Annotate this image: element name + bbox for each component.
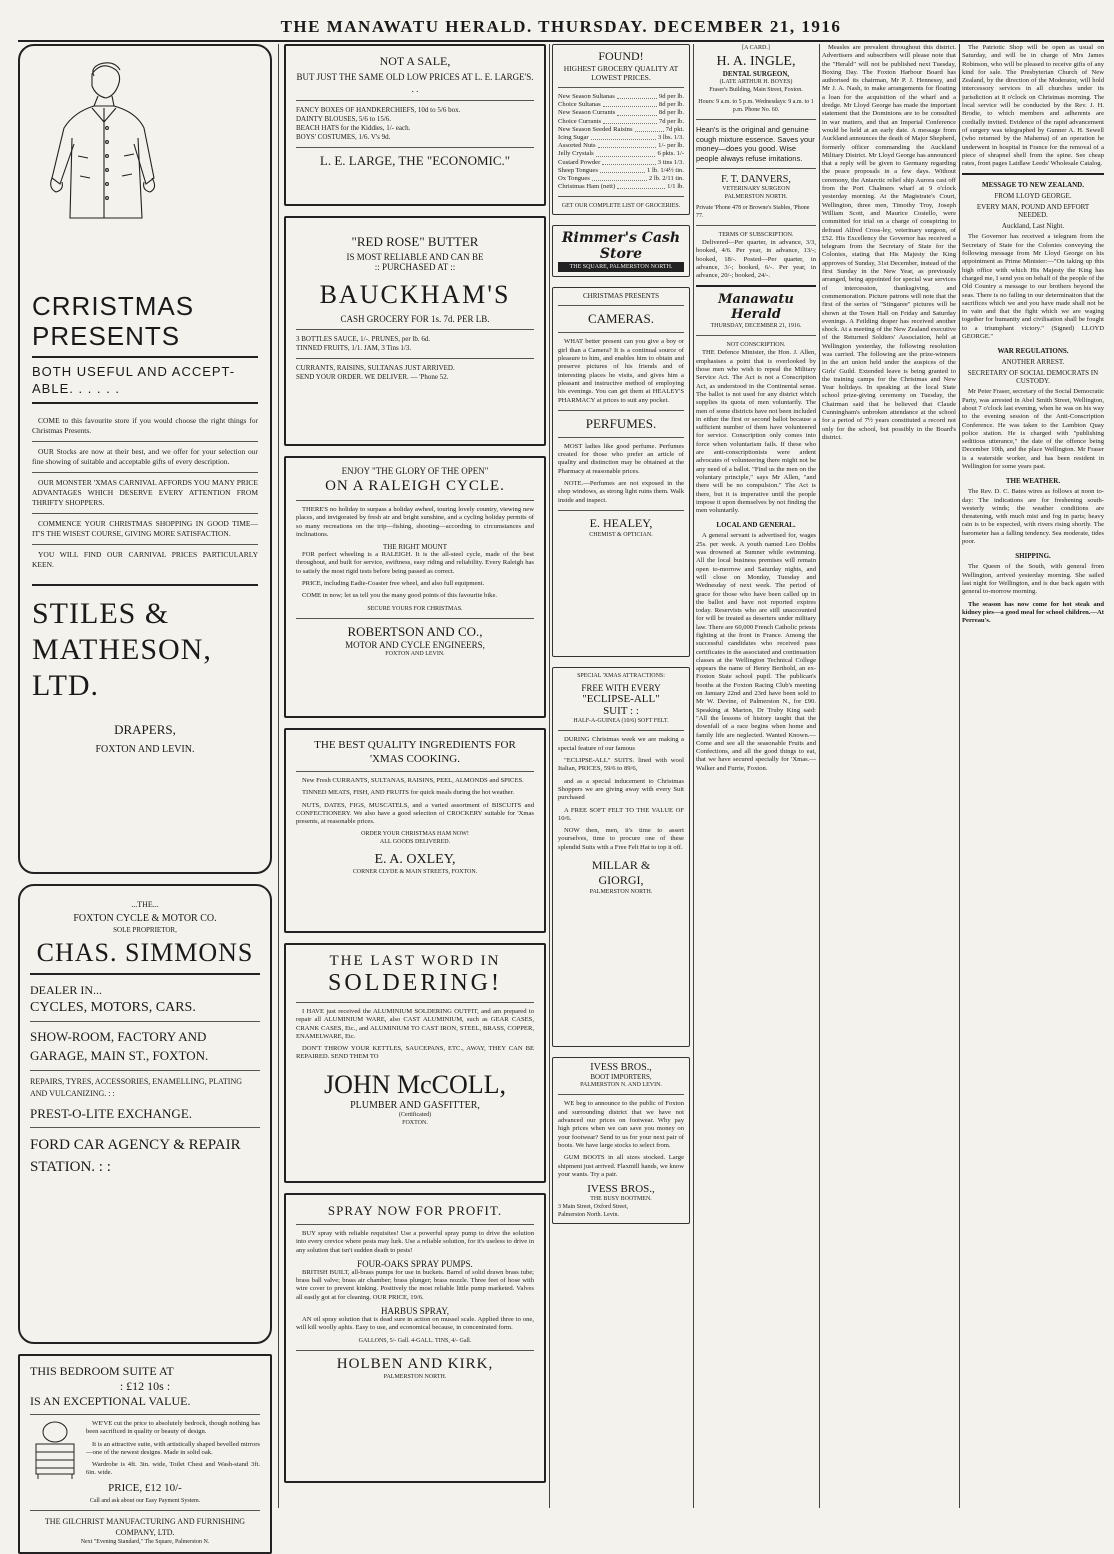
bedroom-paragraph: Wardrobe is 4ft. 3in. wide, Toilet Chest and Wash-stand 3ft. 6in. wide. xyxy=(86,1461,260,1477)
bedroom-value-head: IS AN EXCEPTIONAL VALUE. xyxy=(30,1394,191,1408)
robertson-place: FOXTON AND LEVIN. xyxy=(385,650,445,657)
raleigh-ad xyxy=(284,456,546,718)
item-price: 7d per lb. xyxy=(658,117,684,125)
item-name: New Season Seeded Raisins xyxy=(558,125,633,133)
bauckham-ad xyxy=(284,216,546,446)
mccoll-title: THE LAST WORD IN xyxy=(329,953,501,969)
article-subheading: SECRETARY OF SOCIAL DEMOCRATS IN CUSTODY. xyxy=(967,369,1099,386)
item-price: 8d per lb. xyxy=(658,101,684,109)
oxley-paragraph: NUTS, DATES, FIGS, MUSCATELS, and a varied assortment of BISCUITS and CONFECTIONERY. We also have a good selection of CROCKERY suitable for 'Xmas presents, at reasonable prices. xyxy=(296,801,534,826)
spray-paragraph: BRITISH BUILT, all-brass pumps for use in buckets. Barrel of solid drawn brass tube; brass ball valve; brass air chamber; brass plunger; brass nozzle. Three feet of hose with wire cover to prevent kinking. Positively the most reliable little pump marketed. Valves all easily got at for cleaning. OUR PRICE, 19/6. xyxy=(296,1268,534,1301)
found-foot: GET OUR COMPLETE LIST OF GROCERIES. xyxy=(561,203,681,210)
article-body: A general servant is advertised for, wages 25s. per week. A youth named Leo Dobbs was drowned at Sumner while swimming. All the local business premises will remain open to-morrow and Saturday nights, and will close on Monday, Tuesday and Wednesday of next week. The period of grace for those who have been called up in the ballot and have not reported expires today. Reservists who are still unaccounted for will be treated as deserters under military law. There are 60,000 French Catholic priests fighting at the front in France. Among the successful candidates who received pass certificates in the associated and continuation classes at the Wellington Technical College appears the name of Henry Berthold, an ex-Foxton State school pupil. The publican's booths at the Foxton Racing Club's meeting on January 22nd and 23rd have been sold to Mr W. Devine, of Palmerston N., for £90. Speaking at Marton, Dr Truby King said: "All the lessons of history taught that the downfall of a race begins when home and family life are neglected. Wanted Known.—Come and see all the seasonable Fruits and Confections, and all the good things to eat, that we have secured specially for 'Xmas.—Walker and Furrie, Foxton. xyxy=(696,532,816,772)
raleigh-secure: SECURE YOURS FOR CHRISTMAS. xyxy=(367,605,463,612)
leader-dots xyxy=(600,167,645,173)
item-name: Icing Sugar xyxy=(558,134,589,142)
bauckham-line: CURRANTS, RAISINS, SULTANAS JUST ARRIVED. xyxy=(296,364,455,372)
woman-illustration xyxy=(32,56,172,246)
payment-note: Call and ask about our Easy Payment System. xyxy=(89,1497,201,1504)
xmas-paragraph: YOU WILL FIND OUR CARNIVAL PRICES PARTICULARLY KEEN. xyxy=(32,550,258,569)
price-row xyxy=(558,175,684,183)
bedroom-head: THIS BEDROOM SUITE AT xyxy=(30,1364,174,1378)
millar-eclipse: "ECLIPSE-ALL" xyxy=(582,693,660,706)
item-name: Custard Powder xyxy=(558,158,601,166)
bedroom-price-head: : £12 10s : xyxy=(119,1379,171,1393)
oxley-paragraph: TINNED MEATS, FISH, AND FRUITS for quick meals during the hot weather. xyxy=(302,789,515,797)
bauckham-line: TINNED FRUITS, 1/1. JAM, 3 Tins 1/3. xyxy=(296,344,412,352)
leader-dots xyxy=(617,183,665,189)
price-row xyxy=(558,134,684,142)
rimmer-ad xyxy=(552,225,690,277)
bauckham-sub: CASH GROCERY FOR 1s. 7d. PER LB. xyxy=(340,314,490,324)
article-heading: LOCAL AND GENERAL. xyxy=(716,521,796,530)
ford-agency-text: FORD CAR AGENCY & REPAIR STATION. : : xyxy=(30,1137,241,1175)
ivess-busy: THE BUSY BOOTMEN. xyxy=(590,1196,652,1203)
item-name: Choice Sultanas xyxy=(558,101,601,109)
paper-title: Manawatu Herald xyxy=(718,292,794,323)
mccoll-title-2: SOLDERING! xyxy=(328,970,502,996)
article-dateline: Auckland, Last Night. xyxy=(1001,222,1065,231)
vet-place: PALMERSTON NORTH. xyxy=(724,194,788,200)
oxley-name: E. A. OXLEY, xyxy=(374,852,456,868)
ingle-address: Fraser's Building, Main Street, Foxton. xyxy=(709,87,803,93)
xmas-title-2: PRESENTS xyxy=(32,321,181,351)
item-name: Christmas Ham (nett) xyxy=(558,183,616,191)
company-name: FOXTON CYCLE & MOTOR CO. xyxy=(73,913,217,924)
column-rule xyxy=(819,44,820,1508)
terms-paragraph: Delivered—Per quarter, in advance, 3/3, booked, 4/6. Per year, in advance, 13/-; booked, 18/-. Posted—Per quarter, in advance, 3/-; booked, 6/-. Per year, in advance, 20/-; booked, 24/-. xyxy=(696,239,816,280)
leader-dots xyxy=(635,126,664,132)
millar-paragraph: DURING Christmas week we are making a special feature of our famous xyxy=(558,736,684,752)
spray-pumps: FOUR-OAKS SPRAY PUMPS. xyxy=(357,1258,473,1269)
bauckham-line: SEND YOUR ORDER. WE DELIVER. — 'Phone 52. xyxy=(296,373,449,381)
item-price: 3 lbs. 1/3. xyxy=(657,134,684,142)
raleigh-title: ENJOY "THE GLORY OF THE OPEN" xyxy=(341,466,489,476)
vet-phone: Private 'Phone 478 or Browne's Stables, 'Phone 77. xyxy=(696,205,810,219)
holben-place: PALMERSTON NORTH. xyxy=(383,1373,447,1380)
column-rule xyxy=(693,44,694,1508)
robertson-name: ROBERTSON AND CO., xyxy=(347,623,483,639)
ivess-name: IVESS BROS., xyxy=(587,1183,655,1196)
article-heading: THE WEATHER. xyxy=(1005,477,1061,486)
dresser-illustration xyxy=(30,1420,80,1480)
column-4 xyxy=(696,44,816,1508)
item-price: 6 pkts. 1/- xyxy=(657,150,684,158)
column-3 xyxy=(552,44,690,1508)
place-label: FOXTON AND LEVIN. xyxy=(95,744,195,755)
mccoll-place: FOXTON. xyxy=(402,1119,428,1126)
article-heading: MESSAGE TO NEW ZEALAND. xyxy=(982,181,1084,190)
column-2 xyxy=(284,44,546,1508)
xmas-paragraph: OUR MONSTER 'XMAS CARNIVAL AFFORDS YOU MANY PRICE ADVANTAGES WHICH DESERVE EVERY ATTENTION FROM THRIFTY SHOPPERS. xyxy=(32,478,258,507)
hean-ad: Hean's is the original and genuine cough mixture essence. Saves your money—does you good. Wise people always refuse imitations. xyxy=(696,125,815,163)
ivess-sub: BOOT IMPORTERS, xyxy=(590,1073,652,1082)
oxley-order: ORDER YOUR CHRISTMAS HAM NOW! xyxy=(361,831,469,838)
millar-giorgi-ad xyxy=(552,667,690,1047)
bedroom-paragraph: WE'VE cut the price to absolutely bedrock, though nothing has been sacrificed in quality or beauty of design. xyxy=(86,1420,260,1436)
item-price: 3 tins 1/3. xyxy=(657,158,684,166)
spray-paragraph: AN oil spray solution that is dead sure in action on mussel scale. Applied three to one, will kill woolly aphis. Easy to use, and economical because, in concentrated form. xyxy=(296,1316,534,1332)
healey-title: CHRISTMAS PRESENTS xyxy=(582,292,660,301)
late-label: (LATE ARTHUR H. BOYES) xyxy=(719,79,793,85)
spray-gallons: GALLONS, 5/- Gall. 4-GALL. TINS, 4/- Gall. xyxy=(358,1337,472,1344)
dealer-lines: CYCLES, MOTORS, CARS. xyxy=(30,1000,196,1015)
article-body: Mr Peter Fraser, secretary of the Social Democratic Party, was arrested in Abel Smith Street, Wellington, about 7 o'clock last evening, when he was on his way to the evening session of the Anti-Conscription Conference. He was taken to the Lambton Quay police station. He is charged with "publishing seditious utterance," the date of the offence being December 10th, and the place Wellington. Mr Fraser is a waterside worker, and has been resident in Wellington for some years past. xyxy=(962,388,1104,470)
millar-name: MILLAR & xyxy=(591,858,651,872)
leader-dots xyxy=(591,134,656,140)
mccoll-name: JOHN McCOLL, xyxy=(324,1069,506,1099)
holben-kirk-ad xyxy=(284,1193,546,1483)
large-line: FANCY BOXES OF HANDKERCHIEFS, 10d to 5/6 box. xyxy=(296,106,461,114)
item-price: 1 lb. 1/4½ tin. xyxy=(647,166,684,174)
leader-dots xyxy=(592,175,647,181)
bauckham-name: BAUCKHAM'S xyxy=(319,280,511,309)
millar-paragraph: "ECLIPSE-ALL" SUITS. lined with wool Italian, PRICES, 59/6 to 89/6, xyxy=(558,757,684,773)
large-ad xyxy=(284,44,546,206)
healey-ad xyxy=(552,287,690,657)
spray-title: SPRAY NOW FOR PROFIT. xyxy=(327,1203,503,1218)
large-line: BOYS' COSTUMES, 1/6. V's 9d. xyxy=(296,133,391,141)
rimmer-logo: Rimmer's Cash Store xyxy=(561,230,681,263)
price-row xyxy=(558,109,684,117)
millar-suit: SUIT : : xyxy=(603,705,639,718)
raleigh-paragraph: FOR perfect wheeling is a RALEIGH. It is the all-steel cycle, made of the best throughout, and built for service, swiftness, easy riding and reliability. Every Raleigh has to satisfy the most rigid tests before being passed as correct. xyxy=(296,551,534,575)
millar-free: FREE WITH EVERY xyxy=(581,683,661,694)
ivess-address-2: Palmerston North. Levin. xyxy=(558,1212,619,1219)
price-row xyxy=(558,159,684,167)
column-6 xyxy=(962,44,1104,1508)
repairs-text: REPAIRS, TYRES, ACCESSORIES, ENAMELLING, PLATING AND VULCANIZING. : : xyxy=(30,1077,243,1098)
large-subtitle: BUT JUST THE SAME OLD LOW PRICES AT L. E. LARGE'S. . . xyxy=(296,72,534,94)
item-price: 9d per lb. xyxy=(658,93,684,100)
large-signature: L. E. LARGE, THE "ECONOMIC." xyxy=(319,153,511,168)
firm-name-2: MATHESON, LTD. xyxy=(32,633,212,702)
butter-sub-2: :: PURCHASED AT :: xyxy=(374,262,456,272)
cycle-motor-ad xyxy=(18,884,272,1344)
millar-paragraph: NOW then, men, it's time to assert yourselves, time to procure one of these splendid Suits with a Free Felt Hat to top it off. xyxy=(558,827,684,851)
oxley-ad xyxy=(284,728,546,933)
cameras-heading: CAMERAS. xyxy=(587,311,655,327)
item-price: 7d pkt. xyxy=(665,125,684,133)
paper-date: THURSDAY, DECEMBER 21, 1916. xyxy=(710,323,802,330)
ivess-ad xyxy=(552,1057,690,1224)
item-name: Sheep Tongues xyxy=(558,166,598,174)
article-body: The Governor has received a telegram from the Secretary of State for the Colonies conveying the following message from Mr Lloyd George on his appointment as Prime Minister:—"On taking up this high office with which His Majesty the King has charged me, I send you on behalf of the people of the Old Country a message to our brothers beyond the seas. There is no failing in our determination that the sacrifices which we and you have made shall not be in vain and that the fight which we are waging together for humanity and civilisation shall be fought to a triumphant victory." (Signed) LLOYD GEORGE." xyxy=(962,233,1104,341)
firm-name: STILES & xyxy=(32,597,170,630)
millar-place: PALMERSTON NORTH. xyxy=(589,889,653,895)
dental-label: DENTAL SURGEON, xyxy=(722,70,790,78)
xmas-paragraph: COMMENCE YOUR CHRISTMAS SHOPPING IN GOOD TIME—IT'S THE WISEST COURSE, GIVING MORE SATISFACTION. xyxy=(32,519,258,538)
column-5 xyxy=(822,44,956,1508)
article-heading: NOT CONSCRIPTION. xyxy=(726,342,786,349)
leader-dots xyxy=(596,150,656,156)
item-name: New Season Sultanas xyxy=(558,93,615,100)
healey-paragraph: WHAT better present can you give a boy or girl than a Camera? It is a continual source of pleasure to him, and enables him to obtain and preserve pictures of his friends and of interesting places he visits, and gives him a pleasant and instructive method of employing his evenings. You can get them at HEALEY'S PHARMACY at prices to suit any pocket. xyxy=(558,338,684,404)
article-subheading: FROM LLOYD GEORGE. xyxy=(994,192,1072,201)
large-line: BEACH HATS for the Kiddies, 1/- each. xyxy=(296,124,411,132)
danvers-name: F. T. DANVERS, xyxy=(721,174,791,185)
price-row xyxy=(558,93,684,101)
mccoll-cert: (Certificated) xyxy=(398,1111,432,1118)
price-row xyxy=(558,126,684,134)
ivess-paragraph: GUM BOOTS in all sizes stocked. Large shipment just arrived. Flaxmill hands, we know your wants. Try a pair. xyxy=(558,1154,684,1178)
xmas-paragraph: COME to this favourite store if you would choose the right things for Christmas Presents. xyxy=(32,416,258,435)
article-body: The Patriotic Shop will be open as usual on Saturday, and will be in charge of Mrs James Robinson, who will be pleased to receive gifts of any kind for sale. The Presbyterian Church of New Zealand, by the direction of the Moderator, will hold intercessory services in all churches under its jurisdiction at 8 o'clock on Christmas morning. The local service will be conducted by the Rev. J. H. Brodie, to which members and adherents are cordially invited. Evidence of the rapid advancement of surgery was telegraphed by Gunner A. H. Sewell (who returned by the Mahema) of an operation he underwent in hospital in France for the removal of a piece of shrapnel shell from the spine. See cheap rates, front pages Laidlaw Leeds' Wholesale Catalog. xyxy=(962,44,1104,168)
found-title: FOUND! xyxy=(598,49,644,63)
harbus-title: HARBUS SPRAY, xyxy=(380,1306,450,1317)
raleigh-paragraph: PRICE, including Eadie-Coaster free wheel, and also full equipment. xyxy=(302,580,485,588)
item-name: Ox Tongues xyxy=(558,175,590,183)
oxley-address: CORNER CLYDE & MAIN STREETS, FOXTON. xyxy=(352,869,478,876)
article-subheading: ANOTHER ARREST. xyxy=(1001,358,1065,367)
robertson-trade: MOTOR AND CYCLE ENGINEERS, xyxy=(345,639,485,650)
price-row xyxy=(558,142,684,150)
oxley-delivered: ALL GOODS DELIVERED. xyxy=(379,839,451,846)
mccoll-paragraph: DON'T THROW YOUR KETTLES, SAUCEPANS, ETC., AWAY, THEY CAN BE REPAIRED. SEND THEM TO xyxy=(296,1045,534,1061)
bedroom-price: PRICE, £12 10/- xyxy=(108,1481,182,1494)
stiles-matheson-ad xyxy=(18,44,272,874)
ivess-address: 3 Main Street, Oxford Street, xyxy=(558,1204,628,1211)
item-price: 1/1 lb. xyxy=(667,183,684,191)
butter-sub: IS MOST RELIABLE AND CAN BE xyxy=(346,252,484,262)
leader-dots xyxy=(617,93,657,99)
leader-dots xyxy=(602,159,655,165)
article-subheading: EVERY MAN, POUND AND EFFORT NEEDED. xyxy=(976,203,1090,220)
large-title: NOT A SALE, xyxy=(379,54,451,68)
article-body: THE Defence Minister, the Hon. J. Allen, emphasises a point that is overlooked by those men who wish to repeal the Military Service Act. The Act is not a Conscription Act, as understood in the Continental sense. The ballot is not used for any district which supplies its quota of men voluntarily. The men of some districts have not been included in either the first or second ballot because a sufficient number of them have volunteered for service. Conscription only comes into force when voluntarism fails. If these who are anti-conscriptionists were ardent advocates of volunteering there might not be any need of a ballot. "Find us the men on the voluntary principle," says Mr Allen, "and there will be no compulsion." The Act is there, but it is imperative until the people impose it upon themselves by not finding the men voluntarily. xyxy=(696,349,816,515)
millar-paragraph: A FREE SOFT FELT TO THE VALUE OF 10/6. xyxy=(558,806,684,822)
leader-dots xyxy=(603,101,657,107)
ivess-title: IVESS BROS., xyxy=(590,1062,652,1074)
item-name: Jelly Crystals xyxy=(558,150,594,158)
healey-paragraph: NOTE.—Perfumes are not exposed in the shop windows, as strong light ruins them. Walk inside and inspect. xyxy=(558,480,684,504)
article-heading: SHIPPING. xyxy=(1015,552,1051,561)
price-row xyxy=(558,118,684,126)
gilchrist-firm: THE GILCHRIST MANUFACTURING AND FURNISHING COMPANY, LTD. xyxy=(44,1516,246,1537)
ingle-name: H. A. INGLE, xyxy=(716,54,796,69)
price-row xyxy=(558,150,684,158)
vet-label: VETERINARY SURGEON xyxy=(722,186,790,192)
xmas-paragraph: OUR Stocks are now at their best, and we offer for your selection our fine showing of suitable and acceptable gifts of every description. xyxy=(32,447,258,466)
item-price: 8d per lb. xyxy=(658,109,684,117)
column-rule xyxy=(549,44,550,1508)
column-1 xyxy=(18,44,272,1545)
healey-trade: CHEMIST & OPTICIAN. xyxy=(589,531,653,538)
millar-felt: HALF-A-GUINEA (10/6) SOFT FELT. xyxy=(573,718,669,725)
showroom-text: SHOW-ROOM, FACTORY AND GARAGE, MAIN ST., FOXTON. xyxy=(30,1029,209,1063)
holben-name: HOLBEN AND KIRK, xyxy=(336,1355,494,1372)
leader-dots xyxy=(598,142,657,148)
drapers-label: DRAPERS, xyxy=(114,722,176,737)
xmas-subtitle: BOTH USEFUL AND ACCEPT-ABLE. . . . . . xyxy=(32,364,236,396)
bedroom-suite-ad xyxy=(18,1354,272,1554)
ivess-paragraph: WE beg to announce to the public of Foxton and surrounding district that we have not advanced our prices on footwear. Why pay high prices when we can save you money on your footwear? Send to us for your next pair of boots. We have large stocks to select from. xyxy=(558,1100,684,1149)
terms-title: TERMS OF SUBSCRIPTION. xyxy=(718,232,794,238)
card-label: [A CARD.] xyxy=(742,45,770,51)
article-heading: WAR REGULATIONS. xyxy=(997,347,1069,356)
large-line: DAINTY BLOUSES, 5/6 to 15/6. xyxy=(296,115,392,123)
spray-paragraph: BUY spray with reliable requisites! Use a powerful spray pump to drive the solution into every crevice where pests may lurk. Use a reliable solution, for it's useless to drive in any solution that isn't sudden death to pests! xyxy=(296,1230,534,1254)
millar-name-2: GIORGI, xyxy=(598,873,644,887)
butter-title: "RED ROSE" BUTTER xyxy=(351,234,479,249)
article-body: Measles are prevalent throughout this district. Advertisers and subscribers will please note that the "Herald" will not be published next Tuesday, Boxing Day. The Foxton Harbour Board has authorised its chairman, Mr P. J. Hennessy, and Mr J. A. Nash, to make arrangements for floating a loan for the acquisition of the wharf and a dredge. Mr Lloyd George has made the important statement that the Dominions are to be consulted in war matters, and that an Imperial Conference would be held at an early date. A message from Auckland announces the death of Major Shepherd, formerly officer commanding the Auckland Military District. Mr Lloyd George has announced that a reply will be given to Germany regarding the peace proposals in a few days. Without ceremony, the Antarctic relief ship Aurora cast off from the Port Chalmers wharf at 9 o'clock yesterday morning. At the Magistrate's Court, Wellington, three men, Timothy Troy, Joseph William Scott, and Maurice Costello, were committed for trial on a charge of conspiring to defraud Alfred Cross-ley, veterinary surgeon, of £52. His Excellency the Governor has received a telegram from the Secretary of State for the Colonies, stating that His Majesty the King approves of Sunday, 31st December, instead of the first Sunday in the New Year, as previously arranged, being appointed for special war services of intercession, thanksgiving, and commemoration. Picture patrons will note that the first of the series of "Stingaree" pictures will be shown at the Town Hall on Friday and Saturday evenings. A Feilding draper has received another shock. At a meeting of the New Zealand executive of the Returned Soldiers' Association, held at Wellington yesterday, the following resolution was carried. The following are the prize-winners in the art union held under the auspices of the Girls' Guild. Extended leave is being granted to the training camps for the Christmas and New Year holidays. In speaking at the local State school prize-giving ceremony on Tuesday, the Chairman said that he believed that Claude Cunningham's unbroken attendance at the school for a period of 7½ years constituted a record not only for the school, but possibly in the Board's district. xyxy=(822,44,956,441)
healey-paragraph: MOST ladies like good perfume. Perfumes created for those who prefer an article of quality and distinction may be obtained at the Pharmacy at reasonable prices. xyxy=(558,442,684,475)
article-body: The Queen of the South, with general from Wellington, arrived yesterday morning. She sailed last night for Wellington, and is due back again with general to-morrow morning. xyxy=(962,563,1104,596)
prestolite-text: PREST-O-LITE EXCHANGE. xyxy=(30,1106,193,1121)
healey-name: E. HEALEY, xyxy=(589,515,653,530)
mccoll-trade: PLUMBER AND GASFITTER, xyxy=(350,1099,480,1111)
dealer-label: DEALER IN... xyxy=(30,983,102,997)
xmas-title: CRRISTMAS xyxy=(32,291,195,321)
price-row xyxy=(558,167,684,175)
perfumes-heading: PERFUMES. xyxy=(585,415,657,431)
item-price: 1/- per lb. xyxy=(658,142,684,150)
ingle-hours: Hours: 9 a.m. to 5 p.m. Wednesdays: 9 a.m. to 1 p.m. Phone No. 60. xyxy=(698,99,814,113)
millar-paragraph: and as a special inducement to Christmas Shoppers we are giving away with every Suit purchased xyxy=(558,777,684,802)
sole-label: SOLE PROPRIETOR, xyxy=(113,926,177,934)
bedroom-paragraph: It is an attractive suite, with artistically shaped bevelled mirrors—one of the newest designs. Made in solid oak. xyxy=(86,1440,260,1456)
column-rule xyxy=(278,44,279,1508)
found-subtitle: HIGHEST GROCERY QUALITY AT LOWEST PRICES. xyxy=(563,64,679,82)
column-rule xyxy=(959,44,960,1508)
leader-dots xyxy=(617,109,657,115)
bauckham-line: 3 BOTTLES SAUCE, 1/-. PRUNES, per lb. 6d. xyxy=(296,335,431,343)
rimmer-address: THE SQUARE, PALMERSTON NORTH. xyxy=(558,262,684,272)
ivess-place: PALMERSTON N. AND LEVIN. xyxy=(580,1082,662,1089)
mccoll-paragraph: I HAVE just received the ALUMINIUM SOLDERING OUTFIT, and am prepared to repair all ALUMINIUM WARE, also CAST ALUMINIUM, such as GEAR CASES, CRANK CASES, Etc., and ALUMINIUM TO CAST IRON, STEEL, BRASS, COPPER, ENAMELWARE, Etc. xyxy=(296,1008,534,1040)
article-body: The Rev. D. C. Bates wires as follows at noon to-day: The indications are for freshening south-westerly winds; the weather conditions are threatening, with much mist and fog in parts; heavy rain is to be expected, with rivers rising shortly. The barometer has a falling tendency. Sea moderate, tides poor. xyxy=(962,488,1104,546)
millar-head: SPECIAL 'XMAS ATTRACTIONS: xyxy=(577,673,665,680)
price-row xyxy=(558,101,684,109)
item-name: New Season Currants xyxy=(558,109,616,117)
found-ad xyxy=(552,44,690,215)
item-name: Assorted Nuts xyxy=(558,142,596,150)
price-row xyxy=(558,183,684,191)
price-list xyxy=(558,93,684,191)
leader-dots xyxy=(603,118,657,124)
item-price: 2 lb. 2/11 tin. xyxy=(648,175,684,183)
owner-name: CHAS. SIMMONS xyxy=(36,938,254,967)
masthead: THE MANAWATU HERALD. THURSDAY. DECEMBER 21, 1916 xyxy=(18,16,1104,42)
raleigh-paragraph: COME in now; let us tell you the many good points of this favourite bike. xyxy=(302,592,498,600)
item-name: Choice Currants xyxy=(558,117,602,125)
the-label: ...THE... xyxy=(131,900,159,909)
raleigh-paragraph: THERE'S no holiday to surpass a holiday awheel, touring lovely country, viewing new places, and invigorated by fresh air and bright sunshine, and a cycling holiday permits of so many recreations on the trip—fishing, shooting—according to circumstances and inclinations. xyxy=(296,506,534,538)
raleigh-mount: THE RIGHT MOUNT xyxy=(382,543,448,552)
oxley-title: THE BEST QUALITY INGREDIENTS FOR 'XMAS COOKING. xyxy=(314,739,516,765)
article-body: The season has now come for hot steak and kidney pies—a good meal for school children.—At Perreau's. xyxy=(962,600,1104,625)
raleigh-title-2: ON A RALEIGH CYCLE. xyxy=(325,478,505,494)
mccoll-ad xyxy=(284,943,546,1183)
oxley-paragraph: New Fresh CURRANTS, SULTANAS, RAISINS, PEEL, ALMONDS and SPICES. xyxy=(302,777,524,784)
gilchrist-address: Next "Evening Standard," The Square, Palmerston N. xyxy=(80,1538,210,1545)
